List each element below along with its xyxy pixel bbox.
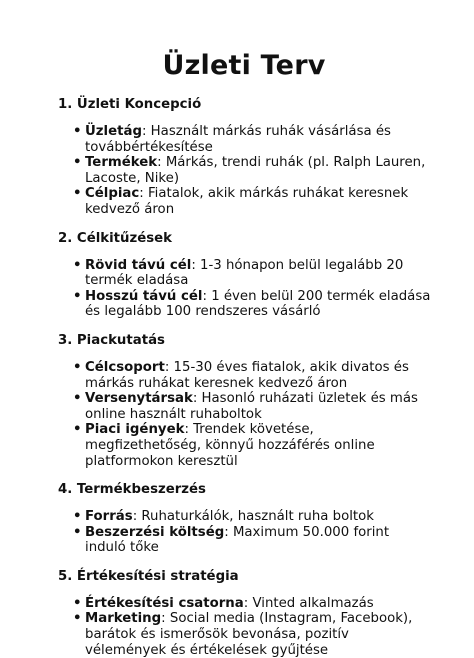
item-term: Célpiac xyxy=(85,186,140,202)
list-item xyxy=(58,525,434,556)
list-item xyxy=(58,391,434,422)
item-term: Célcsoport xyxy=(85,359,165,375)
bullet-icon: • xyxy=(73,524,82,540)
list-item xyxy=(58,596,434,612)
bullet-icon: • xyxy=(73,509,82,525)
item-text: : Vinted alkalmazás xyxy=(243,595,374,611)
item-text: : Hasonló ruházati üzletek és más online használt ruhaboltok xyxy=(85,391,418,422)
document-title: Üzleti Terv xyxy=(162,50,326,81)
section-heading: 1. Üzleti Koncepció xyxy=(58,97,202,112)
section-heading: 5. Értékesítési stratégia xyxy=(58,568,239,584)
item-term: Piaci igények xyxy=(85,422,185,438)
list-item xyxy=(58,509,434,525)
bullet-icon: • xyxy=(73,359,82,375)
list-item xyxy=(58,155,434,186)
bullet-list xyxy=(58,258,434,320)
section xyxy=(58,332,434,469)
bullet-icon: • xyxy=(73,124,82,139)
bullet-list xyxy=(58,509,434,556)
section-heading: 2. Célkitűzések xyxy=(58,230,173,246)
item-text: : 1-3 hónapon belül legalább 20 termék eladása xyxy=(85,257,404,289)
item-term: Rövid távú cél xyxy=(85,257,192,273)
item-term: Forrás xyxy=(85,509,133,525)
list-item xyxy=(58,124,434,155)
item-text: : 15-30 éves fiatalok, akik divatos és márkás ruhákat keresnek kedvező áron xyxy=(85,359,409,391)
list-item xyxy=(58,360,434,391)
item-term: Termékek xyxy=(85,155,158,171)
item-term: Értékesítési csatorna xyxy=(85,595,244,611)
bullet-icon: • xyxy=(73,288,82,304)
item-term: Marketing xyxy=(85,611,162,627)
list-item xyxy=(58,611,434,658)
section xyxy=(58,568,434,658)
item-term: Versenytársak xyxy=(85,391,193,407)
item-text: : Használt márkás ruhák vásárlása és továbbértékesítése xyxy=(85,124,391,155)
bullet-icon: • xyxy=(73,595,82,611)
item-text: : Social media (Instagram, Facebook), barátok és ismerősök bevonása, pozitív vélemények és értékelések gyűjtése xyxy=(85,611,413,658)
bullet-icon: • xyxy=(73,391,82,407)
list-item xyxy=(58,289,434,320)
section xyxy=(58,481,434,556)
bullet-icon: • xyxy=(73,611,82,627)
list-item xyxy=(58,258,434,289)
list-item xyxy=(58,186,434,217)
bullet-icon: • xyxy=(73,186,82,202)
item-term: Üzletág xyxy=(85,124,142,139)
bullet-icon: • xyxy=(73,257,82,273)
item-text: : Fiatalok, akik márkás ruhákat keresnek kedvező áron xyxy=(85,186,409,217)
bullet-icon: • xyxy=(73,155,82,171)
item-term: Beszerzési költség xyxy=(85,524,225,540)
sections-container xyxy=(58,96,434,658)
item-text: : Trendek követése, megfizethetőség, könnyű hozzáférés online platformokon keresztül xyxy=(85,422,375,469)
section-heading: 4. Termékbeszerzés xyxy=(58,482,206,498)
item-term: Hosszú távú cél xyxy=(85,288,203,304)
section xyxy=(58,230,434,320)
item-text: : Maximum 50.000 forint induló tőke xyxy=(85,524,390,556)
item-text: : Ruhaturkálók, használt ruha boltok xyxy=(132,509,374,525)
bullet-list xyxy=(58,124,434,218)
list-item xyxy=(58,422,434,469)
section xyxy=(58,96,434,218)
section-heading: 3. Piackutatás xyxy=(58,332,165,348)
bullet-icon: • xyxy=(73,422,82,438)
item-text: : 1 éven belül 200 termék eladása és legalább 100 rendszeres vásárló xyxy=(85,288,431,320)
bullet-list xyxy=(58,360,434,469)
item-text: : Márkás, trendi ruhák (pl. Ralph Lauren, Lacoste, Nike) xyxy=(85,155,426,186)
bullet-list xyxy=(58,596,434,658)
